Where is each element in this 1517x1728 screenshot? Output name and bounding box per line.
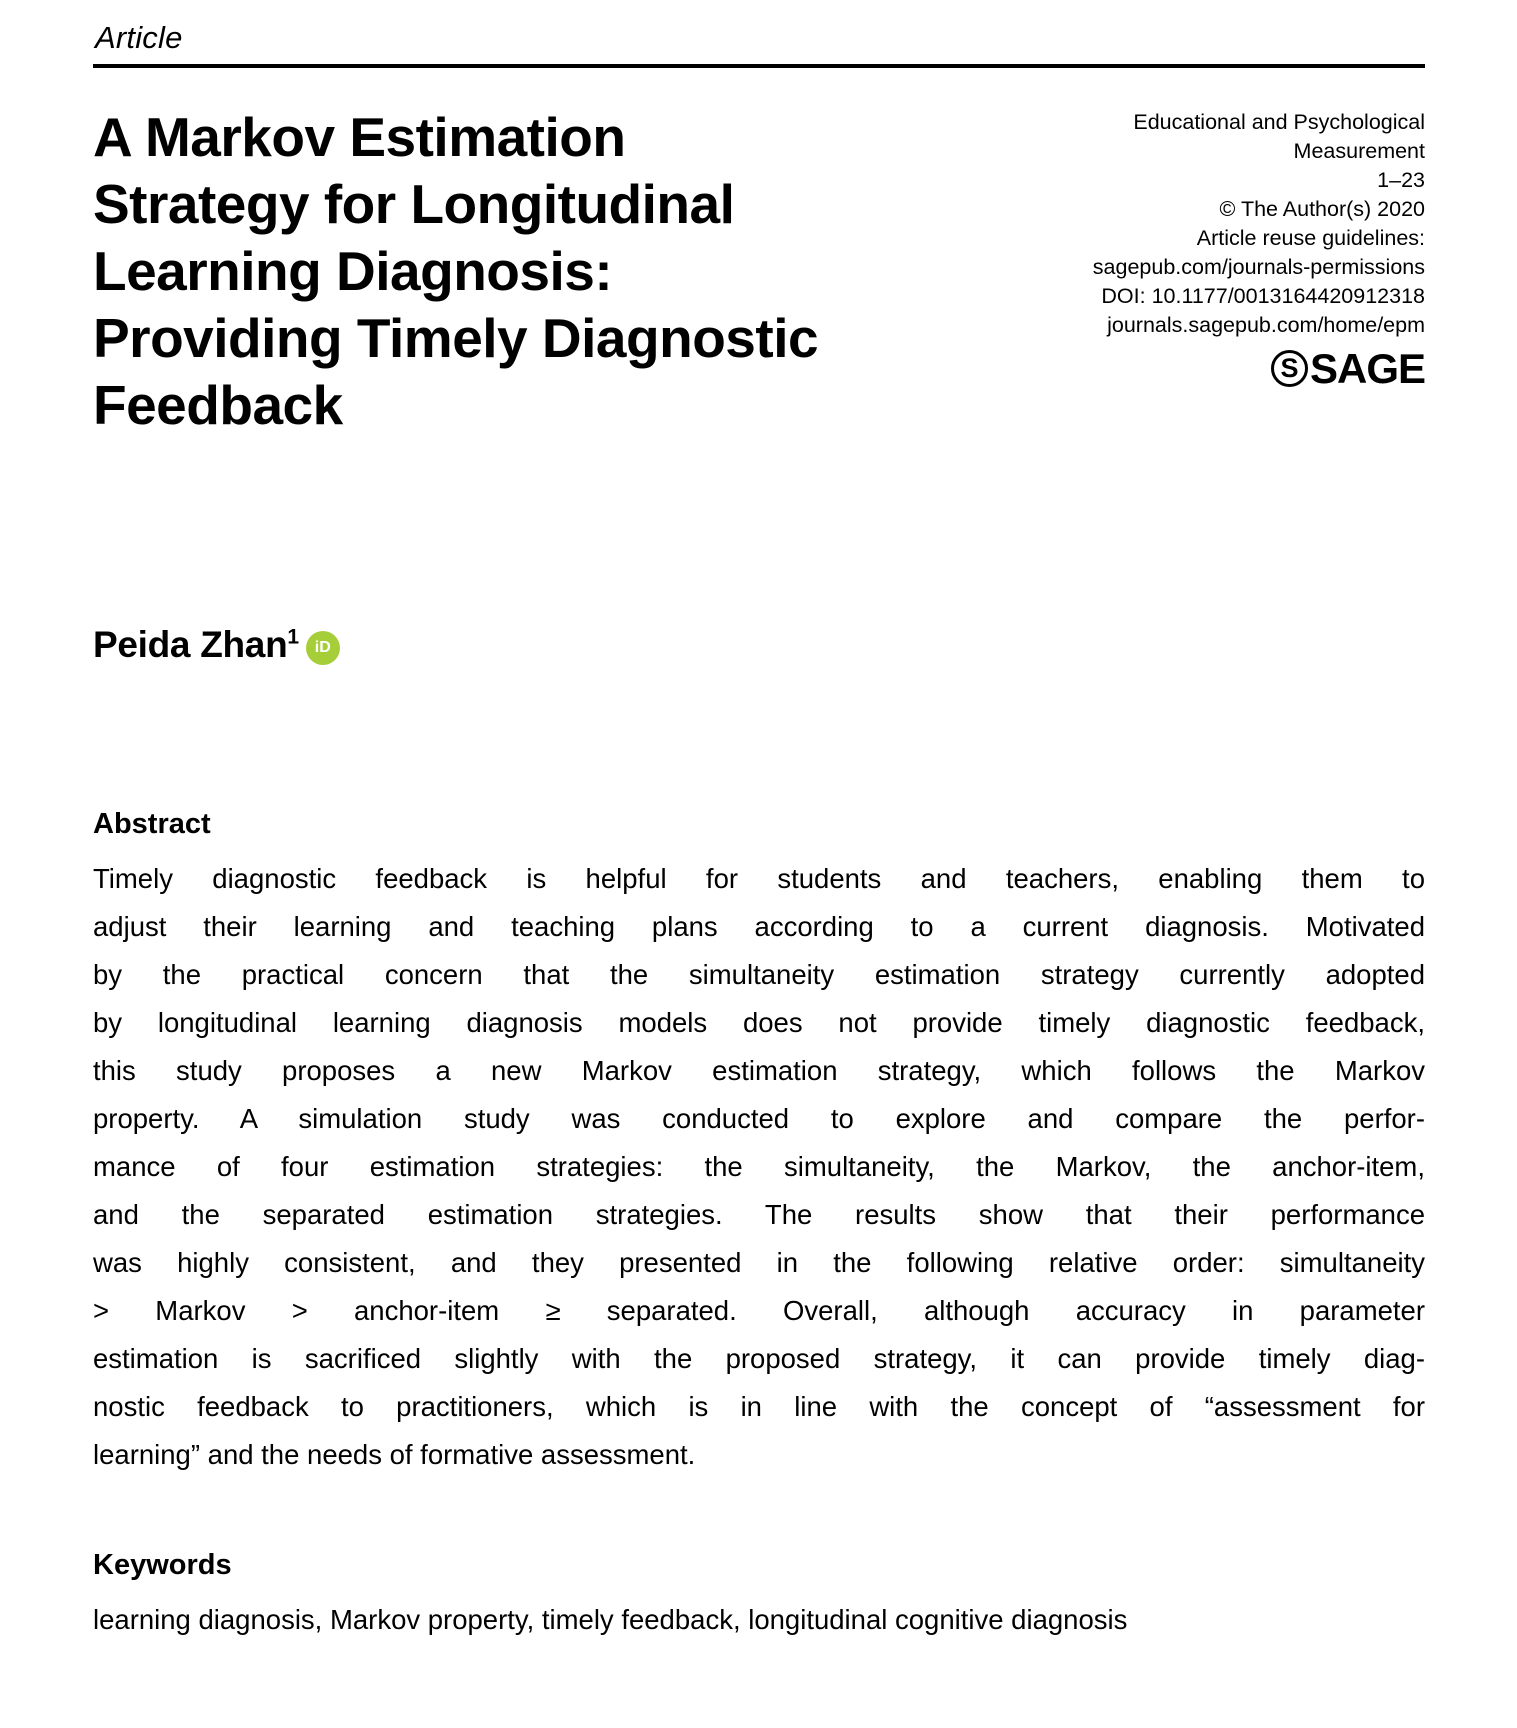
abstract-line: was highly consistent, and they presented in the following relative order: simultaneity — [93, 1247, 1425, 1278]
abstract-line: nostic feedback to practitioners, which is in line with the concept of “assessment for — [93, 1391, 1425, 1422]
abstract-heading: Abstract — [93, 808, 211, 840]
journal-info-block — [995, 104, 1425, 439]
paper-title — [93, 104, 953, 439]
title-line: Feedback — [93, 374, 343, 436]
abstract-line: mance of four estimation strategies: the simultaneity, the Markov, the anchor-item, — [93, 1151, 1425, 1182]
author-row — [93, 624, 1425, 666]
journal-name-line: Educational and Psychological — [1133, 110, 1425, 134]
abstract-line: > Markov > anchor-item ≥ separated. Overall, although accuracy in parameter — [93, 1295, 1425, 1326]
abstract-line: estimation is sacrificed slightly with the proposed strategy, it can provide timely diag- — [93, 1343, 1425, 1374]
orcid-id-icon[interactable]: iD — [306, 631, 340, 665]
abstract-line: learning” and the needs of formative assessment. — [93, 1439, 696, 1470]
page-range: 1–23 — [1377, 168, 1425, 192]
affiliation-marker: 1 — [287, 625, 299, 649]
abstract-line: by the practical concern that the simultaneity estimation strategy currently adopted — [93, 959, 1425, 990]
keywords-heading: Keywords — [93, 1549, 232, 1581]
doi-line: DOI: 10.1177/0013164420912318 — [1101, 284, 1425, 308]
title-line: Providing Timely Diagnostic — [93, 307, 819, 369]
author-name: Peida Zhan$^1$ — [93, 624, 299, 665]
abstract-line: adjust their learning and teaching plans according to a current diagnosis. Motivated — [93, 911, 1425, 942]
title-and-journal-row — [93, 104, 1425, 439]
keywords-text: learning diagnosis, Markov property, timely feedback, longitudinal cognitive diagnosis — [93, 1604, 1128, 1635]
journal-name-line: Measurement — [1293, 139, 1425, 163]
header-rule — [93, 64, 1425, 68]
article-type-label: Article — [95, 20, 183, 55]
abstract-line: by longitudinal learning diagnosis models does not provide timely diagnostic feedback, — [93, 1007, 1425, 1038]
title-line: Learning Diagnosis: — [93, 240, 613, 302]
sage-logo — [995, 345, 1425, 392]
reuse-guidelines-label: Article reuse guidelines: — [1196, 226, 1425, 250]
sage-wordmark: SAGE — [1309, 345, 1425, 392]
abstract-line: and the separated estimation strategies. The results show that their performance — [93, 1199, 1425, 1230]
title-line: Strategy for Longitudinal — [93, 173, 735, 235]
copyright-line: © The Author(s) 2020 — [1219, 197, 1425, 221]
abstract-line: this study proposes a new Markov estimation strategy, which follows the Markov — [93, 1055, 1425, 1086]
abstract-line: property. A simulation study was conducted to explore and compare the perfor- — [93, 1103, 1425, 1134]
abstract-body — [93, 855, 1425, 1479]
abstract-line: Timely diagnostic feedback is helpful for students and teachers, enabling them to — [93, 863, 1425, 894]
sage-circle-s-icon: S — [1271, 350, 1308, 387]
title-line: A Markov Estimation — [93, 106, 626, 168]
journal-home-link[interactable]: journals.sagepub.com/home/epm — [1107, 313, 1425, 337]
permissions-link[interactable]: sagepub.com/journals-permissions — [1092, 255, 1425, 279]
